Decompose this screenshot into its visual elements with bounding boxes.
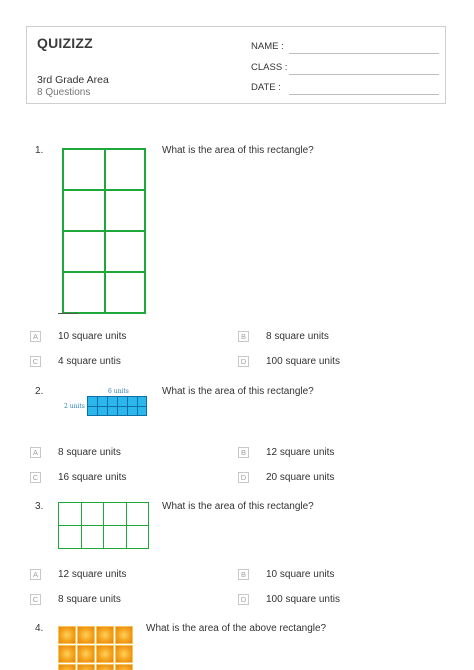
option-d-box[interactable]: D: [238, 356, 249, 367]
grid-cell: [96, 645, 114, 663]
name-field[interactable]: [289, 53, 439, 54]
question-text: What is the area of this rectangle?: [162, 386, 314, 397]
grid-cell: [104, 271, 146, 314]
grid-cell: [58, 525, 82, 549]
worksheet-header: [26, 26, 446, 104]
option-a-text: 8 square units: [58, 447, 121, 458]
question-text: What is the area of this rectangle?: [162, 501, 314, 512]
grid-cell: [58, 626, 76, 644]
option-c-box[interactable]: C: [30, 472, 41, 483]
grid-cell: [62, 230, 106, 273]
grid-cell: [103, 502, 127, 526]
question-count: 8 Questions: [37, 87, 91, 98]
grid-cell: [103, 525, 127, 549]
grid-cell: [126, 502, 149, 526]
question-number: 3.: [35, 501, 44, 512]
option-a-box[interactable]: A: [30, 331, 41, 342]
option-b-box[interactable]: B: [238, 569, 249, 580]
green-grid-2x4: [58, 502, 149, 549]
quizizz-logo: QUIZIZZ: [37, 35, 93, 51]
option-b-text: 12 square units: [266, 447, 335, 458]
grid-cell: [115, 645, 133, 663]
orange-tile-grid: [58, 626, 136, 670]
green-grid-4x2: [62, 148, 146, 314]
question-text: What is the area of the above rectangle?: [146, 623, 327, 634]
option-d-box[interactable]: D: [238, 594, 249, 605]
date-label: DATE :: [251, 82, 281, 93]
option-c-box[interactable]: C: [30, 356, 41, 367]
option-b-box[interactable]: B: [238, 331, 249, 342]
name-label: NAME :: [251, 41, 284, 52]
option-d-text: 100 square untis: [266, 594, 340, 605]
grid-cell: [126, 525, 149, 549]
option-b-box[interactable]: B: [238, 447, 249, 458]
option-a-text: 10 square units: [58, 331, 127, 342]
baseline-mark: [58, 313, 78, 314]
option-d-box[interactable]: D: [238, 472, 249, 483]
grid-cell: [77, 664, 95, 670]
grid-cell: [62, 271, 106, 314]
option-b-text: 8 square units: [266, 331, 329, 342]
option-c-text: 8 square units: [58, 594, 121, 605]
grid-cell: [58, 645, 76, 663]
class-label: CLASS :: [251, 62, 288, 73]
option-a-box[interactable]: A: [30, 569, 41, 580]
grid-cell: [81, 502, 104, 526]
grid-cell: [81, 525, 104, 549]
option-c-text: 16 square units: [58, 472, 127, 483]
date-field[interactable]: [289, 94, 439, 95]
option-c-box[interactable]: C: [30, 594, 41, 605]
grid-cell: [115, 626, 133, 644]
grid-cell: [62, 189, 106, 232]
blue-grid-2x6: [87, 396, 147, 416]
option-c-text: 4 square untis: [58, 356, 121, 367]
class-field[interactable]: [289, 74, 439, 75]
question-number: 4.: [35, 623, 44, 634]
question-text: What is the area of this rectangle?: [162, 145, 314, 156]
worksheet-title: 3rd Grade Area: [37, 74, 109, 86]
grid-cell: [104, 230, 146, 273]
grid-cell: [62, 148, 106, 191]
grid-cell: [137, 406, 147, 416]
grid-cell: [77, 626, 95, 644]
option-a-text: 12 square units: [58, 569, 127, 580]
grid-cell: [96, 664, 114, 670]
grid-cell: [58, 502, 82, 526]
grid-cell: [58, 664, 76, 670]
grid-cell: [104, 148, 146, 191]
option-d-text: 20 square units: [266, 472, 335, 483]
grid-cell: [77, 645, 95, 663]
question-number: 1.: [35, 145, 44, 156]
question-number: 2.: [35, 386, 44, 397]
grid-cell: [104, 189, 146, 232]
option-a-box[interactable]: A: [30, 447, 41, 458]
option-b-text: 10 square units: [266, 569, 335, 580]
width-label: 6 units: [108, 388, 129, 395]
option-d-text: 100 square units: [266, 356, 340, 367]
grid-cell: [96, 626, 114, 644]
height-label: 2 units: [64, 403, 85, 410]
grid-cell: [115, 664, 133, 670]
